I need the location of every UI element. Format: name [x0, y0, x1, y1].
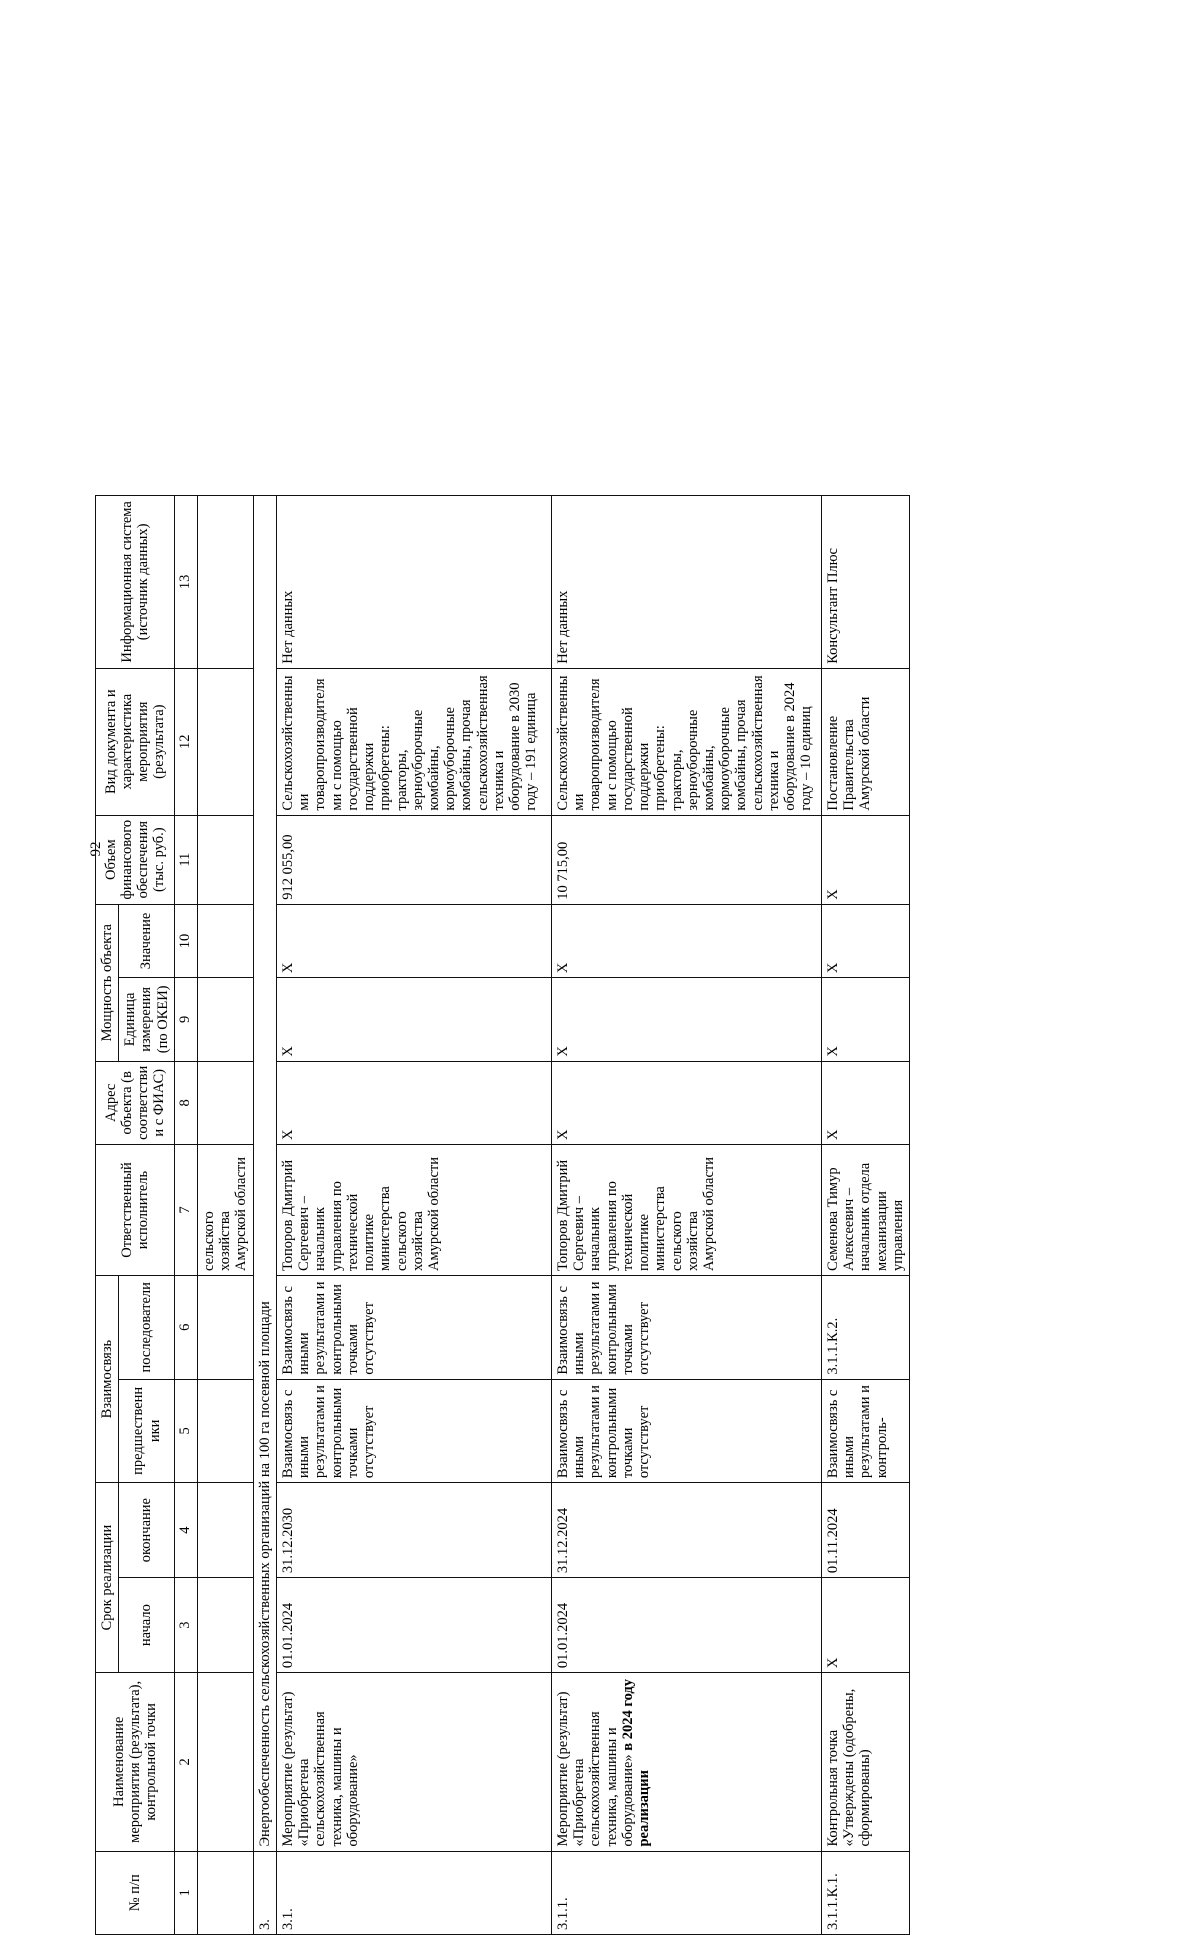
- cell-doc: Постановление Правительства Амурской области: [821, 668, 909, 815]
- cell-succ: Взаимосвязь с иными результатами и контрольными точками отсутствует: [551, 1275, 821, 1379]
- cell-value: X: [276, 904, 551, 977]
- cell-unit: X: [551, 978, 821, 1061]
- header-doc: Вид документа и характеристика мероприятия (результата): [96, 668, 175, 815]
- table-row: [821, 496, 909, 1935]
- cell-finance: X: [821, 815, 909, 904]
- cell-value: X: [551, 904, 821, 977]
- column-number: 5: [174, 1379, 197, 1483]
- cell-info: Нет данных: [276, 496, 551, 669]
- cell-succ: 3.1.1.К.2.: [821, 1275, 909, 1379]
- cell-num: [197, 1851, 253, 1934]
- cell-name-text: Мероприятие (результат) «Приобретена сельскохозяйственная техника, машины и оборудование»: [279, 1691, 361, 1847]
- column-number: 1: [174, 1851, 197, 1934]
- cell-num: 3.1.1.К.1.: [821, 1851, 909, 1934]
- column-number: 6: [174, 1275, 197, 1379]
- cell-end: 31.12.2024: [551, 1483, 821, 1578]
- cell-value: [197, 904, 253, 977]
- cell-pred: Взаимосвязь с иными результатами и контрольными точками отсутствует: [551, 1379, 821, 1483]
- cell-pred: Взаимосвязь с иными результатами и контрольными точками отсутствует: [276, 1379, 551, 1483]
- section-row: [253, 496, 276, 1935]
- cell-pred: [197, 1379, 253, 1483]
- header-start: начало: [119, 1578, 175, 1673]
- header-pred: предшественники: [119, 1379, 175, 1483]
- cell-name-text: Контрольная точка «Утверждены (одобрены, сформированы): [824, 1688, 874, 1847]
- cell-end: 01.11.2024: [821, 1483, 909, 1578]
- column-number: 4: [174, 1483, 197, 1578]
- cell-name-text: Мероприятие (результат) «Приобретена сельскохозяйственная техника, машины и оборудование»: [554, 1691, 636, 1847]
- table-row: [276, 496, 551, 1935]
- cell-value: X: [821, 904, 909, 977]
- cell-finance: 10 715,00: [551, 815, 821, 904]
- plan-table: [95, 495, 910, 1935]
- cell-start: X: [821, 1578, 909, 1673]
- cell-num: 3.1.1.: [551, 1851, 821, 1934]
- cell-info: [197, 496, 253, 669]
- header-period: Срок реализации: [96, 1483, 119, 1673]
- column-number: 7: [174, 1145, 197, 1276]
- column-number: 3: [174, 1578, 197, 1673]
- cell-num: 3.1.: [276, 1851, 551, 1934]
- header-end: окончание: [119, 1483, 175, 1578]
- cell-name-bold: в 2024 году реализации: [619, 1678, 653, 1847]
- cell-info: Нет данных: [551, 496, 821, 669]
- cell-doc: [197, 668, 253, 815]
- cell-doc: Сельскохозяйственными товаропроизводителями с помощью государственной поддержки приобретены: тракторы, зерноуборочные комбайны, кормоуборочные комбайны, прочая сельскохозяйственная техника и оборудование в 2024 году – 10 единиц: [551, 668, 821, 815]
- cell-unit: X: [821, 978, 909, 1061]
- cell-start: 01.01.2024: [276, 1578, 551, 1673]
- column-number: 12: [174, 668, 197, 815]
- column-number: 2: [174, 1673, 197, 1851]
- table-container: [95, 495, 1155, 1935]
- cell-name: [197, 1673, 253, 1851]
- column-number: 9: [174, 978, 197, 1061]
- cell-addr: X: [821, 1061, 909, 1144]
- cell-start: 01.01.2024: [551, 1578, 821, 1673]
- cell-exec: Топоров Дмитрий Сергеевич – начальник управления по технической политике министерства сельского хозяйства Амурской области: [551, 1145, 821, 1276]
- cell-start: [197, 1578, 253, 1673]
- cell-end: [197, 1483, 253, 1578]
- header-info: Информационная система (источник данных): [96, 496, 175, 669]
- header-addr: Адрес объекта (в соответствии с ФИАС): [96, 1061, 175, 1144]
- cell-exec: сельского хозяйства Амурской области: [197, 1145, 253, 1276]
- header-name: Наименование мероприятия (результата), контрольной точки: [96, 1673, 175, 1851]
- continued-row: [197, 496, 253, 1935]
- cell-end: 31.12.2030: [276, 1483, 551, 1578]
- cell-info: Консультант Плюс: [821, 496, 909, 669]
- column-number: 13: [174, 496, 197, 669]
- section-num: 3.: [253, 1851, 276, 1934]
- cell-name: [276, 1673, 551, 1851]
- cell-exec: Топоров Дмитрий Сергеевич – начальник управления по технической политике министерства сельского хозяйства Амурской области: [276, 1145, 551, 1276]
- column-number: 10: [174, 904, 197, 977]
- cell-unit: X: [276, 978, 551, 1061]
- cell-unit: [197, 978, 253, 1061]
- cell-name: [551, 1673, 821, 1851]
- column-number-row: [174, 496, 197, 1935]
- cell-succ: Взаимосвязь с иными результатами и контрольными точками отсутствует: [276, 1275, 551, 1379]
- header-row-1: [96, 496, 119, 1935]
- header-num: № п/п: [96, 1851, 175, 1934]
- header-succ: последователи: [119, 1275, 175, 1379]
- cell-succ: [197, 1275, 253, 1379]
- header-value: Значение: [119, 904, 175, 977]
- column-number: 8: [174, 1061, 197, 1144]
- cell-addr: X: [276, 1061, 551, 1144]
- cell-finance: [197, 815, 253, 904]
- header-link: Взаимосвязь: [96, 1275, 119, 1482]
- cell-name: [821, 1673, 909, 1851]
- cell-addr: X: [551, 1061, 821, 1144]
- cell-addr: [197, 1061, 253, 1144]
- header-unit: Единица измерения (по ОКЕИ): [119, 978, 175, 1061]
- cell-exec: Семенова Тимур Алексеевич – начальник отдела механизации управления: [821, 1145, 909, 1276]
- cell-pred: Взаимосвязь с иными результатами и контроль-: [821, 1379, 909, 1483]
- cell-doc: Сельскохозяйственными товаропроизводителями с помощью государственной поддержки приобретены: тракторы, зерноуборочные комбайны, кормоуборочные комбайны, прочая сельскохозяйственная техника и оборудование в 2030 году – 191 единица: [276, 668, 551, 815]
- section-title: Энергообеспеченность сельскохозяйственных организаций на 100 га посевной площади: [253, 496, 276, 1852]
- header-power: Мощность объекта: [96, 904, 119, 1061]
- header-exec: Ответственный исполнитель: [96, 1145, 175, 1276]
- column-number: 11: [174, 815, 197, 904]
- page-number: 92: [88, 841, 104, 857]
- header-finance: Объем финансового обеспечения (тыс. руб.): [96, 815, 175, 904]
- cell-finance: 912 055,00: [276, 815, 551, 904]
- table-row: [551, 496, 821, 1935]
